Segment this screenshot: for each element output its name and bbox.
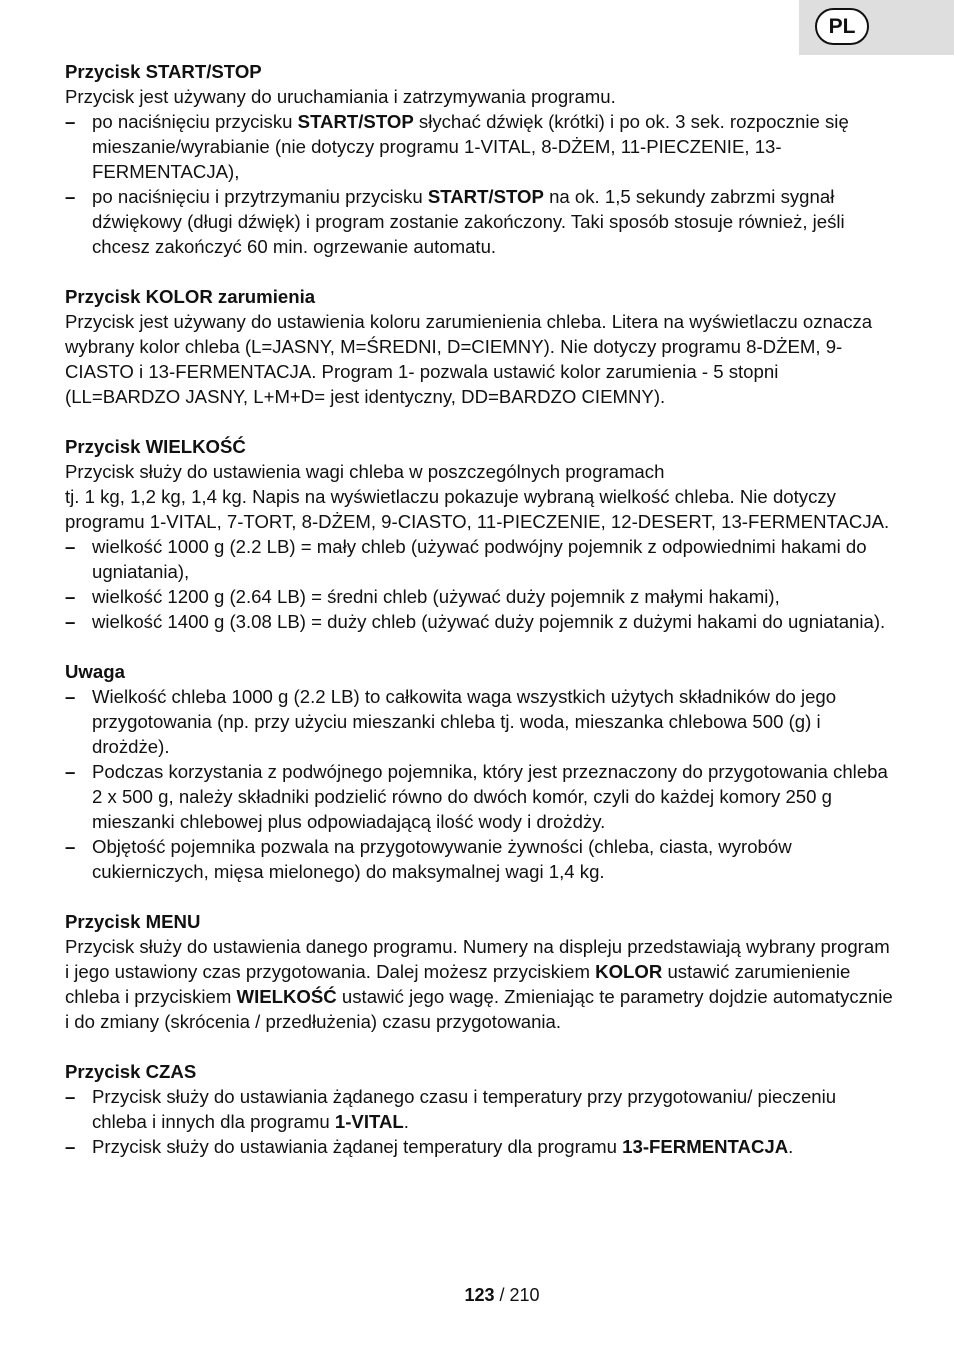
section-text: Przycisk służy do ustawienia wagi chleba w poszczególnych programach <box>65 461 665 482</box>
page-separator: / <box>494 1285 510 1305</box>
section-text: Przycisk jest używany do ustawienia koloru zarumienienia chleba. Litera na wyświetlaczu oznacza wybrany kolor chleba (L=JASNY, M=ŚREDNI, D=CIEMNY). Nie dotyczy programu 8-DŻEM, 9-CIASTO i 13-FERMENTACJA. Program 1- pozwala ustawić kolor zarumienia - 5 stopni (LL=BARDZO JASNY, L+M+D= jest identyczny, DD=BARDZO CIEMNY). <box>65 311 873 407</box>
language-tab <box>799 0 954 55</box>
section-intro: Przycisk jest używany do uruchamiania i zatrzymywania programu. <box>65 86 616 107</box>
section-heading: Przycisk KOLOR zarumienia <box>65 286 316 307</box>
section-kolor <box>65 284 895 409</box>
dash-bullet: – <box>65 611 76 632</box>
section-heading: Przycisk WIELKOŚĆ <box>65 436 246 457</box>
section-start-stop <box>65 59 895 259</box>
list-item: – Podczas korzystania z podwójnego pojemnika, który jest przeznaczony do przygotowania chleba 2 x 500 g, należy składniki podzielić równo do dwóch komór, czyli do każdej komory 250 g mieszanki chlebowej plus odpowiadającą ilość wody i drożdży. <box>65 761 888 832</box>
list-item: – wielkość 1000 g (2.2 LB) = mały chleb (używać podwójny pojemnik z odpowiednimi hakami do ugniatania), <box>65 536 867 582</box>
current-page: 123 <box>464 1285 495 1305</box>
section-text: Przycisk służy do ustawienia danego programu. Numery na displeju przedstawiają wybrany program i jego ustawiony czas przygotowania. Dalej możesz przyciskiem KOLOR ustawić zarumienienie chleba i przyciskiem WIELKOŚĆ ustawić jego wagę. Zmieniając te parametry dojdzie automatycznie i do zmiany (skrócenia / przedłużenia) czasu przygotowania. <box>65 936 893 1032</box>
section-uwaga <box>65 659 895 884</box>
list-item: – po naciśnięciu przycisku START/STOP słychać dźwięk (krótki) i po ok. 3 sek. rozpocznie się mieszanie/wyrabianie (nie dotyczy programu 1-VITAL, 8-DŻEM, 11-PIECZENIE, 13- FERMENTACJA), <box>65 111 849 182</box>
bullet-list <box>65 1084 895 1159</box>
dash-bullet: – <box>65 536 76 557</box>
bullet-list <box>65 534 895 634</box>
bullet-list <box>65 109 895 259</box>
dash-bullet: – <box>65 686 76 707</box>
section-wielkosc <box>65 434 895 634</box>
language-badge: PL <box>815 8 869 45</box>
dash-bullet: – <box>65 761 76 782</box>
dash-bullet: – <box>65 186 76 207</box>
page-number <box>0 1285 954 1306</box>
total-pages: 210 <box>509 1285 540 1305</box>
section-heading: Przycisk CZAS <box>65 1061 197 1082</box>
dash-bullet: – <box>65 836 76 857</box>
section-menu <box>65 909 895 1034</box>
dash-bullet: – <box>65 586 76 607</box>
section-heading: Uwaga <box>65 661 125 682</box>
section-czas <box>65 1059 895 1159</box>
section-heading: Przycisk START/STOP <box>65 61 262 82</box>
list-item: – po naciśnięciu i przytrzymaniu przycisku START/STOP na ok. 1,5 sekundy zabrzmi sygnał dźwiękowy (długi dźwięk) i program zostanie zakończony. Taki sposób stosuje również, jeśli chcesz zakończyć 60 min. ogrzewanie automatu. <box>65 186 845 257</box>
section-heading: Przycisk MENU <box>65 911 201 932</box>
dash-bullet: – <box>65 1086 76 1107</box>
dash-bullet: – <box>65 111 76 132</box>
list-item: – wielkość 1400 g (3.08 LB) = duży chleb (używać duży pojemnik z dużymi hakami do ugniatania). <box>65 611 886 632</box>
page-content <box>65 59 895 1184</box>
list-item: – Wielkość chleba 1000 g (2.2 LB) to całkowita waga wszystkich użytych składników do jego przygotowania (np. przy użyciu mieszanki chleba tj. woda, mieszanka chlebowa 500 (g) i drożdże). <box>65 686 837 757</box>
list-item: – Przycisk służy do ustawiania żądanej temperatury dla programu 13-FERMENTACJA. <box>65 1136 794 1157</box>
section-text: tj. 1 kg, 1,2 kg, 1,4 kg. Napis na wyświetlaczu pokazuje wybraną wielkość chleba. Nie dotyczy programu 1-VITAL, 7-TORT, 8-DŻEM, 9-CIASTO, 11-PIECZENIE, 12-DESERT, 13-FERMENTACJA. <box>65 486 890 532</box>
list-item: – Przycisk służy do ustawiania żądanego czasu i temperatury przy przygotowaniu/ pieczeniu chleba i innych dla programu 1-VITAL. <box>65 1086 837 1132</box>
list-item: – Objętość pojemnika pozwala na przygotowywanie żywności (chleba, ciasta, wyrobów cukierniczych, mięsa mielonego) do maksymalnej wagi 1,4 kg. <box>65 836 792 882</box>
list-item: – wielkość 1200 g (2.64 LB) = średni chleb (używać duży pojemnik z małymi hakami), <box>65 586 780 607</box>
bullet-list <box>65 684 895 884</box>
dash-bullet: – <box>65 1136 76 1157</box>
